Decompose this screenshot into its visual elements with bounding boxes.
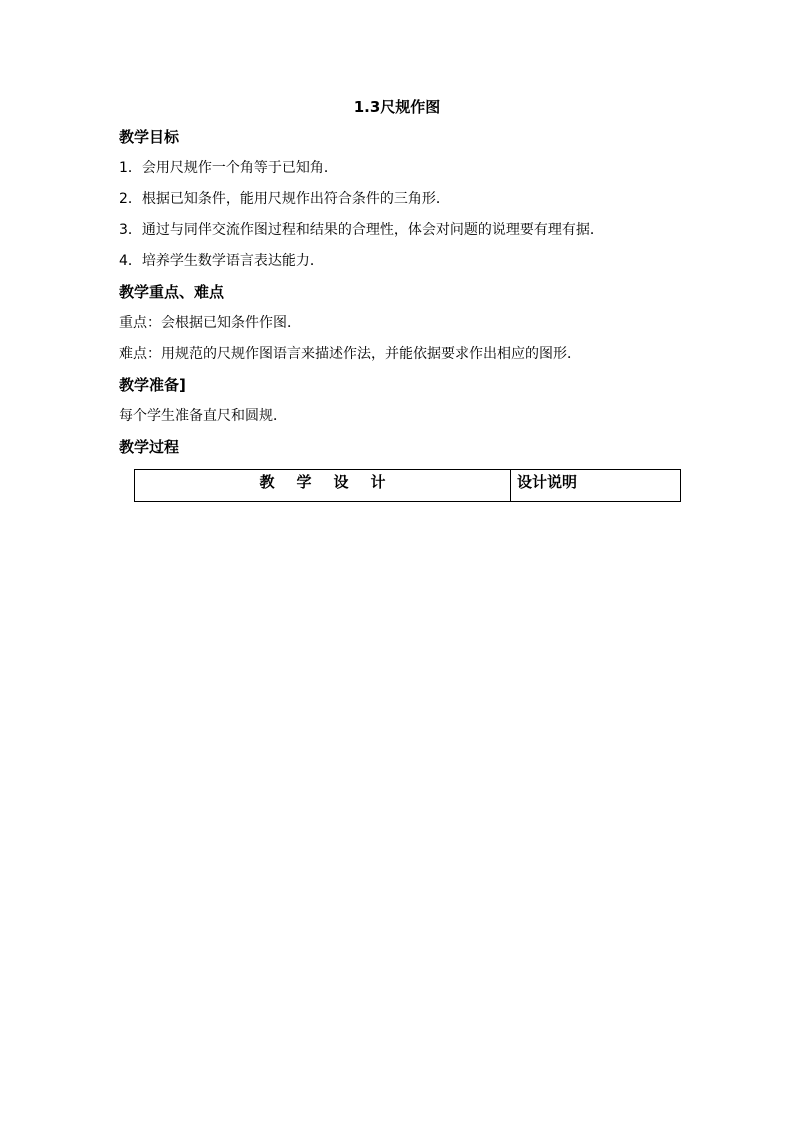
document-body <box>119 126 689 467</box>
table-header-design: 教学设计 <box>135 470 511 501</box>
objective-item: 4．培养学生数学语言表达能力． <box>119 253 324 269</box>
objective-item: 3．通过与同伴交流作图过程和结果的合理性，体会对问题的说理要有理有据． <box>119 222 604 238</box>
section-heading-process: 教学过程 <box>119 438 180 456</box>
section-heading-key-points: 教学重点、难点 <box>119 283 225 301</box>
key-point-item: 重点：会根据已知条件作图． <box>119 315 301 331</box>
preparation-item: 每个学生准备直尺和圆规． <box>119 408 287 424</box>
section-heading-objectives: 教学目标 <box>119 128 180 146</box>
process-table <box>134 469 681 502</box>
page-title: 1.3尺规作图 <box>353 98 441 116</box>
section-heading-preparation: 教学准备] <box>119 376 186 394</box>
table-header-notes: 设计说明 <box>517 473 578 491</box>
objective-item: 1．会用尺规作一个角等于已知角． <box>119 160 338 176</box>
objective-item: 2．根据已知条件，能用尺规作出符合条件的三角形． <box>119 191 450 207</box>
key-point-item: 难点：用规范的尺规作图语言来描述作法，并能依据要求作出相应的图形． <box>119 346 581 362</box>
